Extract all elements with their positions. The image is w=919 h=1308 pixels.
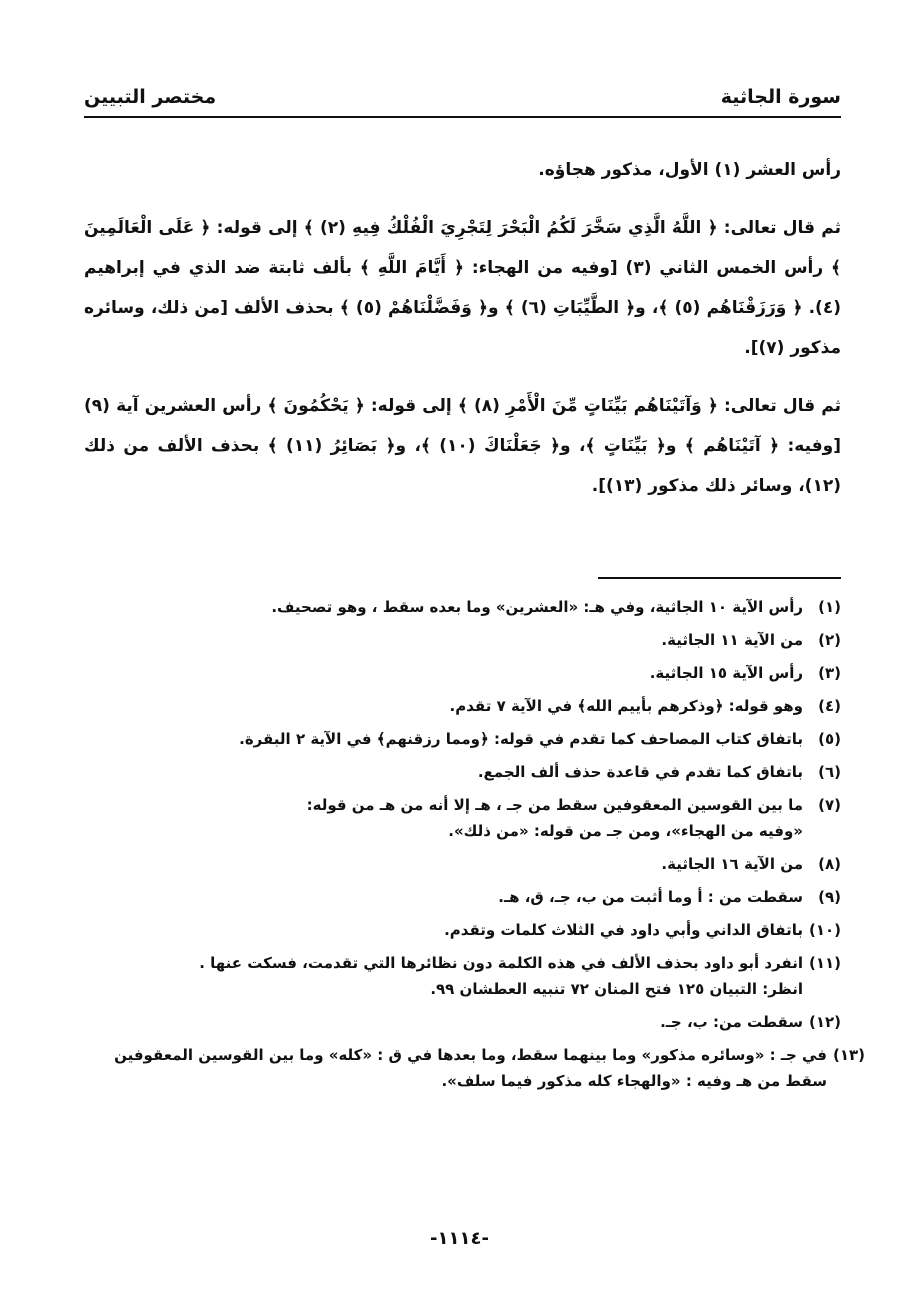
footnote-continuation: «وفيه من الهجاء»، ومن جـ من قوله: «من ذلك». <box>448 822 803 840</box>
footnote-10 <box>84 917 841 943</box>
footnote-text: في جـ : «وسائره مذكور» وما بينهما سقط، وما بعدها في ق : «كله» وما بين القوسين المعقوفين سقط من هـ وفيه : «والهجاء كله مذكور فيما سلف». <box>114 1046 827 1090</box>
paragraph-1: رأس العشر (١) الأول، مذكور هجاؤه. <box>538 160 841 180</box>
footnote-text: رأس الآية ١٠ الجاثية، وفي هـ: «العشرين» وما بعده سقط ، وهو تصحيف. <box>271 598 803 616</box>
footnote-text: وهو قوله: ﴿وذكرهم بأييم الله﴾ في الآية ٧ تقدم. <box>449 697 803 715</box>
footnote-3 <box>84 660 841 686</box>
paragraph-3: ثم قال تعالى: ﴿ وَآتَيْنَاهُم بَيِّنَاتٍ مِّنَ الْأَمْرِ (٨) ﴾ إلى قوله: ﴿ يَحْكُمُونَ ﴾ رأس العشرين آية (٩) [وفيه: ﴿ آتَيْنَاهُم ﴾ و﴿ بَيِّنَاتٍ ﴾، و﴿ جَعَلْنَاكَ (١٠) ﴾، و﴿ بَصَائِرُ (١١) ﴾ بحذف الألف من ذلك (١٢)، وسائر ذلك مذكور (١٣)]. <box>84 396 841 496</box>
paragraph-2: ثم قال تعالى: ﴿ اللَّهُ الَّذِي سَخَّرَ لَكُمُ الْبَحْرَ لِتَجْرِيَ الْفُلْكُ فِيهِ (٢) ﴾ إلى قوله: ﴿ عَلَى الْعَالَمِينَ ﴾ رأس الخمس الثاني (٣) [وفيه من الهجاء: ﴿ أَيَّامَ اللَّهِ ﴾ بألف ثابتة ضد الذي في إبراهيم (٤). ﴿ وَرَزَقْنَاهُم (٥) ﴾، و﴿ الطَّيِّبَاتِ (٦) ﴾ و﴿ وَفَضَّلْنَاهُمْ (٥) ﴾ بحذف الألف [من ذلك، وسائره مذكور (٧)]. <box>84 218 842 358</box>
footnote-number: (١) <box>818 598 841 616</box>
footnote-11 <box>84 950 841 1002</box>
book-title: مختصر التبيين <box>84 86 217 108</box>
footnote-5 <box>84 726 841 752</box>
footnote-number: (٥) <box>818 730 841 748</box>
footnote-8 <box>84 851 841 877</box>
main-text <box>84 150 841 524</box>
footnote-text: باتفاق كما تقدم في قاعدة حذف ألف الجمع. <box>477 763 803 781</box>
footnote-text: سقطت من: ب، جـ. <box>660 1013 803 1031</box>
footnote-number: (١١) <box>808 954 841 972</box>
footnote-number: (٤) <box>818 697 841 715</box>
footnote-4 <box>84 693 841 719</box>
footnote-number: (٦) <box>818 763 841 781</box>
footnote-text: باتفاق الداني وأبي داود في الثلاث كلمات وتقدم. <box>444 921 803 939</box>
surah-title: سورة الجاثية <box>720 86 841 108</box>
footnote-text: انفرد أبو داود بحذف الألف في هذه الكلمة دون نظائرها التي تقدمت، فسكت عنها . <box>199 954 803 972</box>
header-rule <box>84 116 841 118</box>
running-header <box>84 80 841 118</box>
footnote-number: (١٣) <box>832 1046 865 1064</box>
footnote-6 <box>84 759 841 785</box>
footnote-number: (١٢) <box>808 1013 841 1031</box>
footnote-number: (٣) <box>818 664 841 682</box>
footnote-number: (٨) <box>818 855 841 873</box>
footnote-number: (٢) <box>818 631 841 649</box>
footnote-2 <box>84 627 841 653</box>
footnote-text: من الآية ١١ الجاثية. <box>661 631 803 649</box>
footnote-1 <box>84 594 841 620</box>
footnote-9 <box>84 884 841 910</box>
footnotes <box>84 594 865 1101</box>
page-number: -١١١٤- <box>430 1228 489 1249</box>
footnote-13 <box>84 1042 865 1094</box>
footnote-text: رأس الآية ١٥ الجاثية. <box>649 664 803 682</box>
footnote-separator <box>598 577 841 579</box>
footnote-number: (١٠) <box>808 921 841 939</box>
footnote-text: باتفاق كتاب المصاحف كما تقدم في قوله: ﴿ومما رزقنهم﴾ في الآية ٢ البقرة. <box>239 730 803 748</box>
footnote-text: سقطت من : أ وما أثبت من ب، جـ، ق، هـ. <box>498 888 803 906</box>
footnote-number: (٩) <box>818 888 841 906</box>
footnote-12 <box>84 1009 841 1035</box>
footnote-text: ما بين القوسين المعقوفين سقط من جـ ، هـ إلا أنه من هـ من قوله: <box>306 796 803 814</box>
footnote-text: من الآية ١٦ الجاثية. <box>661 855 803 873</box>
footnote-number: (٧) <box>818 796 841 814</box>
footnote-7 <box>84 792 841 844</box>
footnote-continuation: انظر: التبيان ١٢٥ فتح المنان ٧٢ تنبيه العطشان ٩٩. <box>430 980 803 998</box>
